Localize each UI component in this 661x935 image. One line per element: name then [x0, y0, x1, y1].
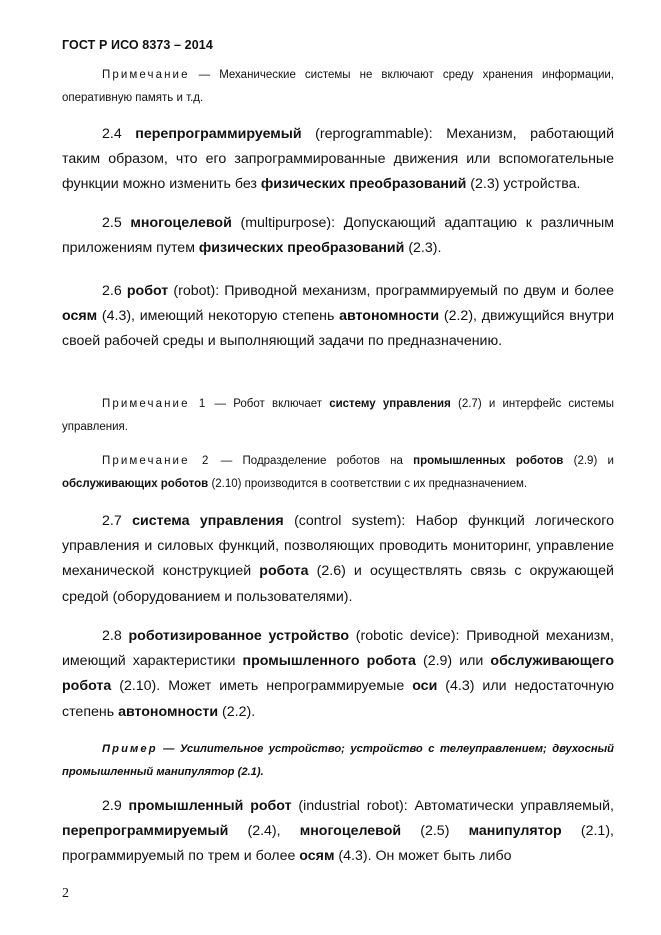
term-2-9 [62, 794, 614, 870]
term-reference: автономности [118, 703, 219, 720]
note-label: Примечание [102, 69, 190, 81]
note-mechanical-systems [62, 64, 614, 109]
term-text: (2.2). [218, 703, 256, 720]
note-label: Примечание 1 [102, 398, 208, 410]
term-text: (2.4), [228, 823, 300, 840]
term-number: 2.8 [102, 628, 129, 644]
term-text: (reprogrammable): Механизм, работающий таким образом, что его запрограммированные движения или вспомогательные функции можно изменить без [62, 126, 614, 193]
term-text: (2.3). [404, 240, 442, 257]
term-number: 2.9 [102, 798, 129, 814]
term-text: (control system): Набор функций логического управления и силовых функций, позволяющих проводить мониторинг, управление механической конструкцией [62, 513, 614, 580]
note-1 [62, 393, 614, 438]
example-label: Пример [102, 743, 158, 755]
term-text: (robot): Приводной механизм, программируемый по двум и более [168, 283, 615, 299]
note-text: (2.9) и [563, 455, 614, 467]
term-text: (2.9) или [415, 653, 491, 670]
term-title: система управления [132, 513, 284, 529]
term-title: робот [126, 283, 169, 299]
term-text: (industrial robot): Автоматически управляемый, [291, 798, 614, 814]
term-text: (2.6) и осуществлять связь с окружающей средой (оборудованием и пользователями). [62, 563, 614, 605]
term-text: (2.5) [401, 823, 469, 840]
note-reference: промышленных роботов [413, 455, 564, 467]
term-number: 2.6 [102, 283, 127, 299]
note-2 [62, 450, 614, 495]
term-reference: манипулятор [468, 823, 562, 840]
term-text: (4.3) или недостаточную степень [62, 678, 614, 720]
term-text: (4.3), имеющий некоторую степень [97, 308, 340, 325]
term-reference: перепрограммируемый [62, 823, 229, 840]
note-text: — Подразделение роботов на [210, 455, 414, 467]
term-title: промышленный робот [128, 798, 292, 814]
term-reference: физических преобразований [198, 240, 405, 257]
note-text: (2.10) производится в соответствии с их предназначением. [208, 477, 528, 490]
note-label: Примечание 2 [102, 455, 211, 467]
term-2-6 [62, 279, 614, 355]
example-note [62, 738, 614, 783]
term-text: (2.2), движущийся внутри своей рабочей среды и выполняющий задачи по предназначению. [62, 308, 614, 350]
term-text: (2.3) устройства. [466, 176, 581, 193]
term-reference: осям [299, 848, 335, 865]
term-title: роботизированное устройство [128, 628, 350, 644]
term-2-5 [62, 211, 614, 261]
term-2-4 [62, 122, 614, 198]
term-number: 2.7 [102, 513, 133, 529]
term-text: (2.1), программируемый по трем и более [62, 823, 614, 865]
term-text: (4.3). Он может быть либо [334, 848, 512, 865]
note-text: — Механические системы не включают среду хранения информации, оперативную память и т.д. [62, 69, 614, 104]
note-text: (2.7) и интерфейс системы управления. [62, 398, 615, 433]
note-reference: систему управления [329, 398, 451, 410]
term-2-8 [62, 624, 614, 725]
note-text: — Робот включает [207, 398, 330, 410]
document-header: ГОСТ Р ИСО 8373 – 2014 [62, 38, 213, 52]
term-number: 2.4 [102, 126, 136, 142]
page-number: 2 [62, 886, 69, 901]
term-reference: обслуживающего робота [62, 653, 614, 695]
term-number: 2.5 [102, 215, 131, 231]
note-reference: обслуживающих роботов [62, 477, 209, 490]
term-reference: промышленного робота [242, 653, 416, 670]
term-reference: многоцелевой [299, 823, 402, 840]
term-title: перепрограммируемый [135, 126, 302, 142]
term-2-7 [62, 509, 614, 610]
term-title: многоцелевой [130, 215, 232, 231]
term-reference: автономности [339, 308, 440, 325]
term-reference: оси [412, 678, 438, 695]
term-reference: осям [62, 308, 98, 325]
term-text: (robotic device): Приводной механизм, имеющий характеристики [62, 628, 615, 670]
example-text: — Усилительное устройство; устройство с телеуправлением; двухосный промышленный манипулятор (2.1). [62, 743, 614, 778]
term-reference: робота [259, 563, 309, 580]
term-text: (multipurpose): Допускающий адаптацию к различным приложениям путем [62, 215, 615, 257]
term-text: (2.10). Может иметь непрограммируемые [111, 678, 413, 695]
term-reference: физических преобразований [260, 176, 467, 193]
